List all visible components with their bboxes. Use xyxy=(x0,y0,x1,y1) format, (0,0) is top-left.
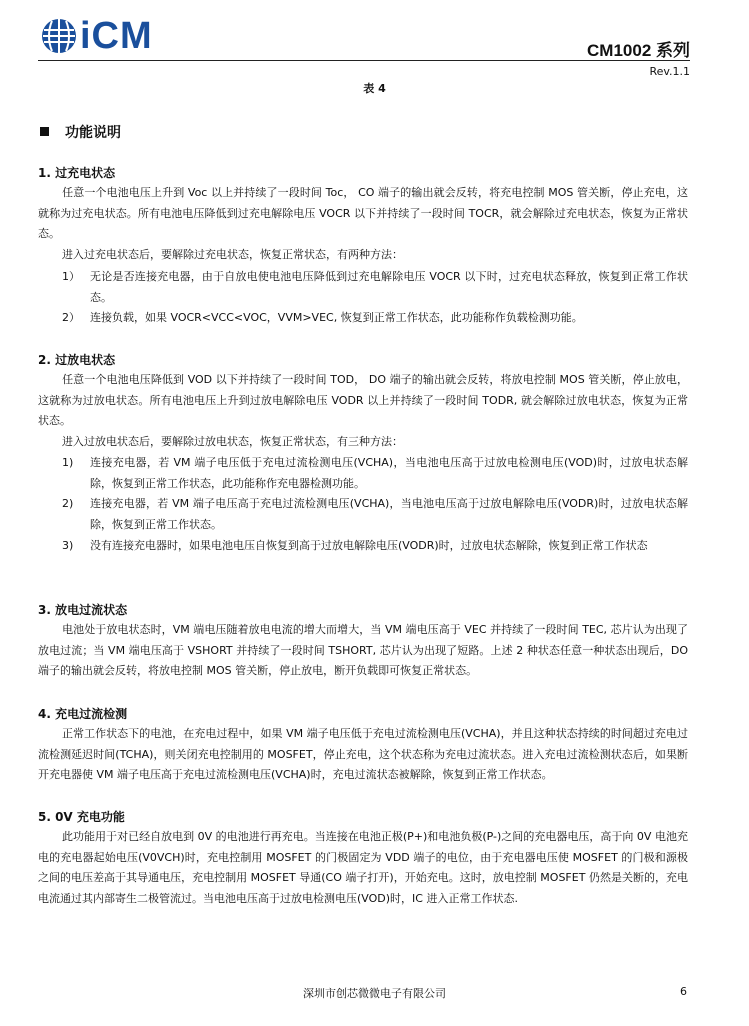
table-caption: 表 4 xyxy=(363,82,386,95)
footer-company: 深圳市创芯微微电子有限公司 xyxy=(303,987,446,1000)
paragraph-overdischarge-release: 进入过放电状态后，要解除过放电状态，恢复正常状态，有三种方法： xyxy=(62,435,403,448)
list-item: 2) 连接充电器，若 VM 端子电压高于充电过流检测电压(VCHA)，当电池电压高于过放电解除电压(VODR)时，过放电状态解除，恢复到正常工作状态。 xyxy=(62,497,688,531)
heading-overcharge: 1. 过充电状态 xyxy=(38,166,116,180)
heading-zero-volt-charge: 5. 0V 充电功能 xyxy=(38,810,125,824)
globe-icon xyxy=(40,16,80,56)
paragraph-discharge-overcurrent: 电池处于放电状态时，VM 端电压随着放电电流的增大而增大，当 VM 端电压高于 VEC 并持续了一段时间 TEC, 芯片认为出现了放电过流；当 VM 端电压高于 VSHORT 并持续了一段时间 TSHORT, 芯片认为出现了短路。上述 2 种状态任意一种状态出现后，DO 端子的输出就会反转，将放电控制 MOS 管关断，停止放电，断开负载即可恢复正常状态。 xyxy=(38,623,688,677)
list-item: 3) 没有连接充电器时，如果电池电压自恢复到高于过放电解除电压(VODR)时，过放电状态解除，恢复到正常工作状态 xyxy=(62,539,648,552)
list-item: 1) 连接充电器，若 VM 端子电压低于充电过流检测电压(VCHA)，当电池电压高于过放电检测电压(VOD)时，过放电状态解除，恢复到正常工作状态，此功能称作充电器检测功能。 xyxy=(62,456,688,490)
brand-name: iCM xyxy=(80,15,153,57)
paragraph-charge-overcurrent: 正常工作状态下的电池，在充电过程中，如果 VM 端子电压低于充电过流检测电压(VCHA)，并且这种状态持续的时间超过充电过流检测延迟时间(TCHA)，则关闭充电控制用的 MOSFET，停止充电，这个状态称为充电过流状态。进入充电过流检测状态后，如果断开充电器使 VM 端子电压高于充电过流检测电压(VCHA)时，充电过流状态被解除，恢复到正常工作状态。 xyxy=(38,727,688,781)
paragraph-overcharge-release: 进入过充电状态后，要解除过充电状态，恢复正常状态，有两种方法： xyxy=(62,248,403,261)
section-title-text: 功能说明 xyxy=(65,125,121,141)
paragraph-overdischarge: 任意一个电池电压降低到 VOD 以下并持续了一段时间 TOD， DO 端子的输出就会反转，将放电控制 MOS 管关断，停止放电，这就称为过放电状态。所有电池电压上升到过放电解除电压 VODR 以上并持续了一段时间 TODR, 就会解除过放电状态，恢复为正常状态。 xyxy=(38,373,688,427)
bullet-square-icon xyxy=(40,127,49,136)
section-title xyxy=(40,122,121,142)
list-item: 1） 无论是否连接充电器，由于自放电使电池电压降低到过充电解除电压 VOCR 以下时，过充电状态释放，恢复到正常工作状态。 xyxy=(62,270,688,304)
paragraph-overcharge: 任意一个电池电压上升到 Voc 以上并持续了一段时间 Toc， CO 端子的输出就会反转，将充电控制 MOS 管关断，停止充电，这就称为过充电状态。所有电池电压降低到过充电解除电压 VOCR 以下并持续了一段时间 TOCR，就会解除过充电状态，恢复为正常状态。 xyxy=(38,186,688,240)
heading-charge-overcurrent: 4. 充电过流检测 xyxy=(38,707,128,721)
page-number: 6 xyxy=(680,985,687,998)
product-series: CM1002 系列 xyxy=(587,41,690,60)
paragraph-zero-volt-charge: 此功能用于对已经自放电到 0V 的电池进行再充电。当连接在电池正极(P+)和电池负极(P-)之间的充电器电压，高于向 0V 电池充电的充电器起始电压(V0VCH)时，充电控制用 MOSFET 的门极固定为 VDD 端子的电位，由于充电器电压使 MOSFET 的门极和源极之间的电压差高于其导通电压，充电控制用 MOSFET 导通(CO 端子打开)，开始充电。这时，放电控制 MOSFET 仍然是关断的，充电电流通过其内部寄生二极管流过。当电池电压高于过放电检测电压(VOD)时，IC 进入正常工作状态. xyxy=(38,830,688,905)
list-item: 2） 连接负载，如果 VOCR<VCC<VOC，VVM>VEC, 恢复到正常工作状态，此功能称作负载检测功能。 xyxy=(62,311,583,324)
heading-overdischarge: 2. 过放电状态 xyxy=(38,353,116,367)
header-divider xyxy=(38,60,690,61)
revision-label: Rev.1.1 xyxy=(649,65,690,78)
heading-discharge-overcurrent: 3. 放电过流状态 xyxy=(38,603,128,617)
